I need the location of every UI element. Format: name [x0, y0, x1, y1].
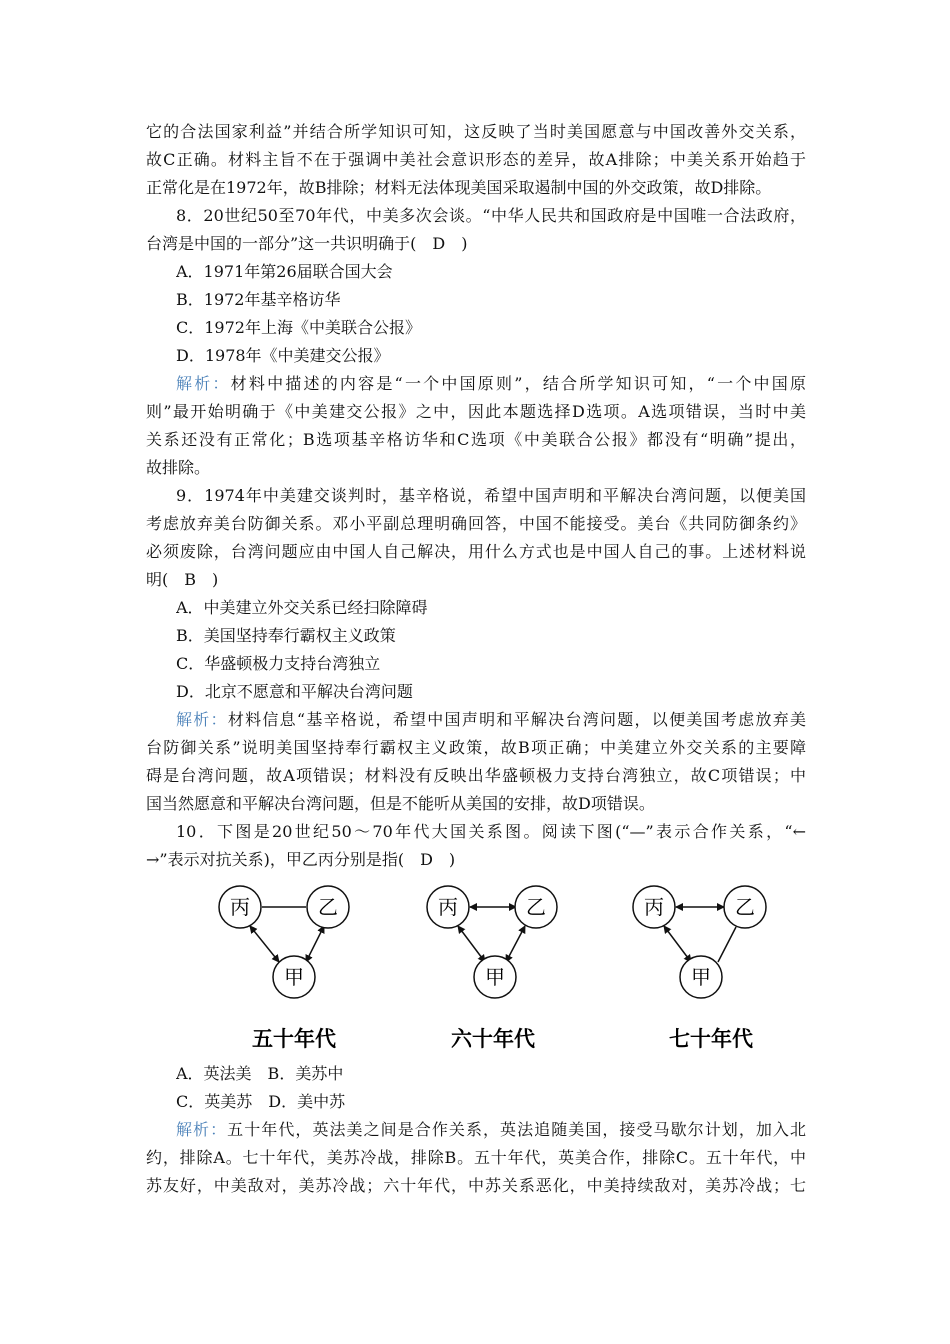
- diagram-sixties: [427, 886, 557, 1051]
- text-line: 台防御关系”说明美国坚持奉行霸权主义政策，故B项正确；中美建立外交关系的主要障: [146, 738, 806, 757]
- text-line: 故C正确。材料主旨不在于强调中美社会意识形态的差异，故A排除；中美关系开始趋于: [146, 150, 806, 169]
- node-yi-label: 乙: [735, 895, 755, 919]
- confrontation-arrow: [506, 926, 525, 962]
- question-10-options-cd: C．英美苏 D．美中苏: [176, 1092, 346, 1111]
- text-line: 它的合法国家利益”并结合所学知识可知，这反映了当时美国愿意与中国改善外交关系，: [146, 122, 806, 141]
- analysis-text: 材料中描述的内容是“一个中国原则”，结合所学知识可知，“一个中国原: [230, 374, 806, 393]
- question-8-option-a: A．1971年第26届联合国大会: [176, 262, 393, 281]
- diagram-caption: 七十年代: [669, 1027, 753, 1051]
- confrontation-arrow: [458, 926, 485, 962]
- relations-diagram: [200, 880, 780, 1060]
- diagram-fifties: [219, 886, 349, 1051]
- analysis-label: 解析：: [176, 374, 231, 393]
- analysis-10: [176, 1116, 806, 1144]
- question-9-option-a: A．中美建立外交关系已经扫除障碍: [176, 598, 428, 617]
- diagram-seventies: [633, 886, 766, 1051]
- node-jia-label: 甲: [485, 965, 505, 989]
- question-8-stem: 8．20世纪50至70年代，中美多次会谈。“中华人民共和国政府是中国唯一合法政府，: [176, 206, 806, 225]
- question-10-stem: 10．下图是20世纪50～70年代大国关系图。阅读下图(“—”表示合作关系，“←: [176, 822, 806, 841]
- text-line: 约，排除A。七十年代，美苏冷战，排除B。五十年代，英美合作，排除C。五十年代，中: [146, 1148, 806, 1167]
- text-line: →”表示对抗关系)，甲乙丙分别是指( D ): [146, 850, 456, 869]
- question-8-option-c: C．1972年上海《中美联合公报》: [176, 318, 421, 337]
- analysis-9: [176, 706, 806, 734]
- analysis-8: [176, 370, 806, 398]
- question-9-option-c: C．华盛顿极力支持台湾独立: [176, 654, 381, 673]
- confrontation-arrow: [306, 926, 324, 962]
- analysis-label: 解析：: [176, 1120, 228, 1139]
- analysis-label: 解析：: [176, 710, 228, 729]
- text-line: 必须废除，台湾问题应由中国人自己解决，用什么方式也是中国人自己的事。上述材料说: [146, 542, 806, 561]
- confrontation-arrow: [250, 926, 279, 962]
- node-jia-label: 甲: [691, 965, 711, 989]
- text-line: 碍是台湾问题，故A项错误；材料没有反映出华盛顿极力支持台湾独立，故C项错误；中: [146, 766, 806, 785]
- question-9-option-d: D．北京不愿意和平解决台湾问题: [176, 682, 413, 701]
- text-line: 故排除。: [146, 458, 211, 477]
- node-bing-label: 丙: [644, 895, 664, 919]
- node-bing-label: 丙: [230, 895, 250, 919]
- text-line: 则”最开始明确于《中美建交公报》之中，因此本题选择D选项。A选项错误，当时中美: [146, 402, 806, 421]
- node-yi-label: 乙: [318, 895, 338, 919]
- relations-diagram-svg: [200, 880, 780, 1060]
- question-8-stem-cont: 台湾是中国的一部分”这一共识明确于( D ): [146, 234, 468, 253]
- question-8-option-d: D．1978年《中美建交公报》: [176, 346, 390, 365]
- question-9-stem: 9．1974年中美建交谈判时，基辛格说，希望中国声明和平解决台湾问题，以便美国: [176, 486, 806, 505]
- diagram-caption: 六十年代: [451, 1027, 535, 1051]
- node-yi-label: 乙: [526, 895, 546, 919]
- question-8-option-b: B．1972年基辛格访华: [176, 290, 341, 309]
- node-bing-label: 丙: [438, 895, 458, 919]
- cooperation-line: [718, 927, 736, 962]
- confrontation-arrow: [664, 926, 691, 962]
- diagram-caption: 五十年代: [252, 1027, 336, 1051]
- text-line: 考虑放弃美台防御关系。邓小平副总理明确回答，中国不能接受。美台《共同防御条约》: [146, 514, 806, 533]
- text-line: 明( B ): [146, 570, 219, 589]
- question-9-option-b: B．美国坚持奉行霸权主义政策: [176, 626, 396, 645]
- text-line: 国当然愿意和平解决台湾问题，但是不能听从美国的安排，故D项错误。: [146, 794, 655, 813]
- question-10-options-ab: A．英法美 B．美苏中: [176, 1064, 344, 1083]
- analysis-text: 材料信息“基辛格说，希望中国声明和平解决台湾问题，以便美国考虑放弃美: [227, 710, 806, 729]
- text-line: 正常化是在1972年，故B排除；材料无法体现美国采取遏制中国的外交政策，故D排除。: [146, 178, 772, 197]
- analysis-text: 五十年代，英法美之间是合作关系，英法追随美国，接受马歇尔计划，加入北: [227, 1120, 806, 1139]
- node-jia-label: 甲: [284, 965, 304, 989]
- text-line: 苏友好，中美敌对，美苏冷战；六十年代，中苏关系恶化，中美持续敌对，美苏冷战；七: [146, 1176, 806, 1195]
- text-line: 关系还没有正常化；B选项基辛格访华和C选项《中美联合公报》都没有“明确”提出，: [146, 430, 806, 449]
